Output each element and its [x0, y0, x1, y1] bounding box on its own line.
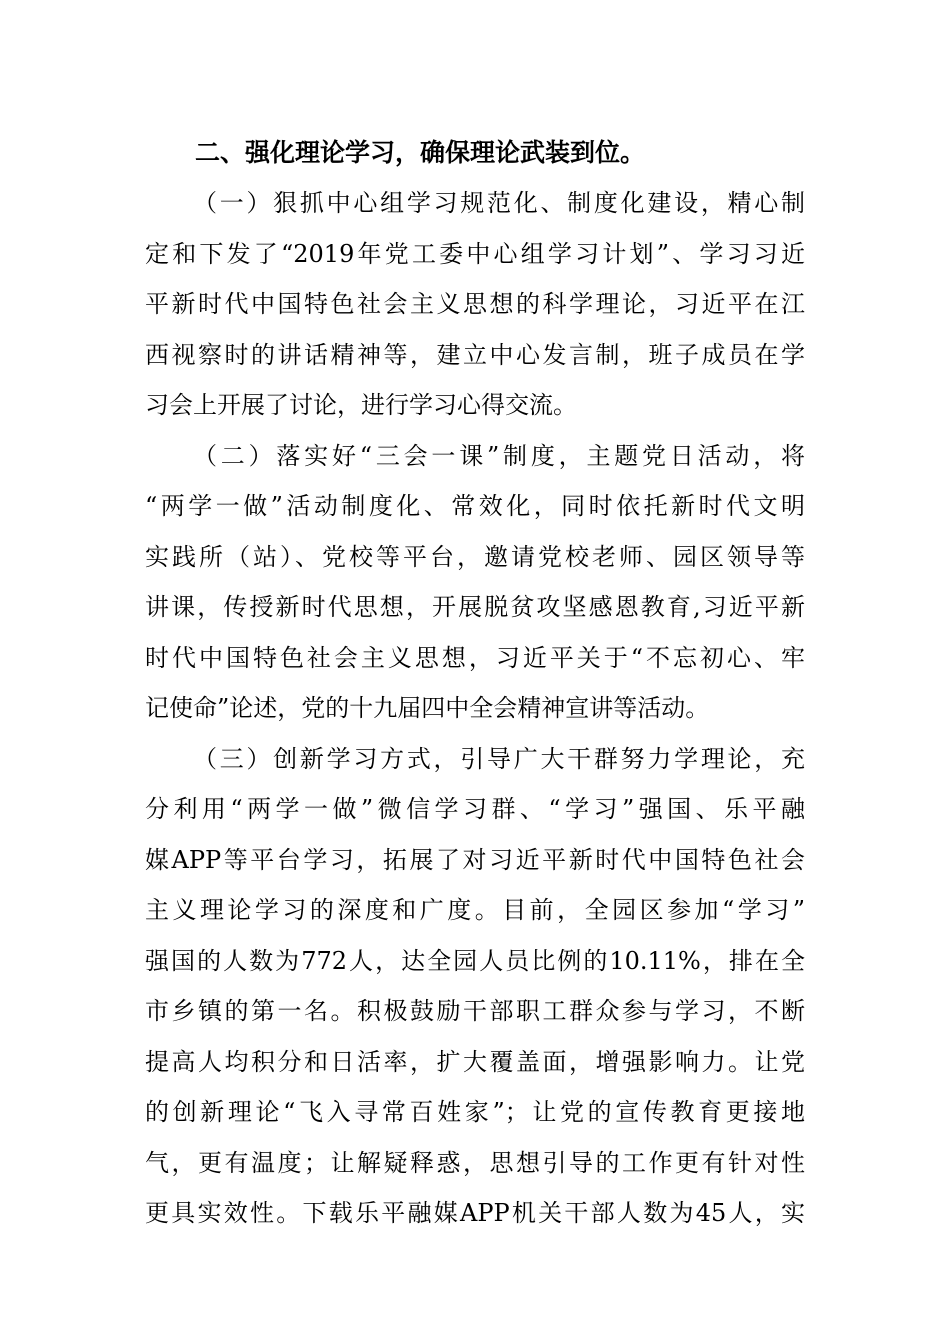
text-line: 市乡镇的第一名。积极鼓励干部职工群众参与学习，不断 — [145, 997, 805, 1025]
text-line: 定和下发了“2019年党工委中心组学习计划”、学习习近 — [145, 239, 805, 268]
text-line: 媒APP等平台学习，拓展了对习近平新时代中国特色社会 — [145, 845, 805, 874]
text-line: 分利用“两学一做”微信学习群、“学习”强国、乐平融 — [145, 795, 805, 823]
text-line: 主义理论学习的深度和广度。目前，全园区参加“学习” — [145, 896, 805, 924]
text-line: 提高人均积分和日活率，扩大覆盖面，增强影响力。让党 — [145, 1047, 805, 1076]
text-line: “两学一做”活动制度化、常效化，同时依托新时代文明 — [145, 492, 805, 520]
text-line: 更具实效性。下载乐平融媒APP机关干部人数为45人，实 — [145, 1199, 805, 1227]
text-line: 讲课，传授新时代思想，开展脱贫攻坚感恩教育,习近平新 — [145, 593, 805, 621]
text-line: 习会上开展了讨论，进行学习心得交流。 — [145, 391, 577, 419]
text-line: 时代中国特色社会主义思想，习近平关于“不忘初心、牢 — [145, 643, 805, 672]
text-line: 的创新理论“飞入寻常百姓家”；让党的宣传教育更接地 — [145, 1098, 805, 1126]
text-line: 强国的人数为772人，达全园人员比例的10.11%，排在全 — [145, 946, 805, 975]
section-heading: 二、强化理论学习，确保理论武装到位。 — [195, 138, 646, 167]
text-line: （二）落实好“三会一课”制度，主题党日活动，将 — [193, 441, 805, 470]
text-line: （三）创新学习方式，引导广大干群努力学理论，充 — [193, 744, 805, 773]
text-line: 实践所（站）、党校等平台，邀请党校老师、园区领导等 — [145, 542, 805, 571]
text-line: 气，更有温度；让解疑释惑，思想引导的工作更有针对性 — [145, 1148, 805, 1177]
text-line: 平新时代中国特色社会主义思想的科学理论，习近平在江 — [145, 290, 805, 318]
text-line: 西视察时的讲话精神等，建立中心发言制，班子成员在学 — [145, 340, 805, 369]
text-line: 记使命”论述，党的十九届四中全会精神宣讲等活动。 — [145, 694, 710, 722]
text-line: （一）狠抓中心组学习规范化、制度化建设，精心制 — [193, 189, 805, 217]
